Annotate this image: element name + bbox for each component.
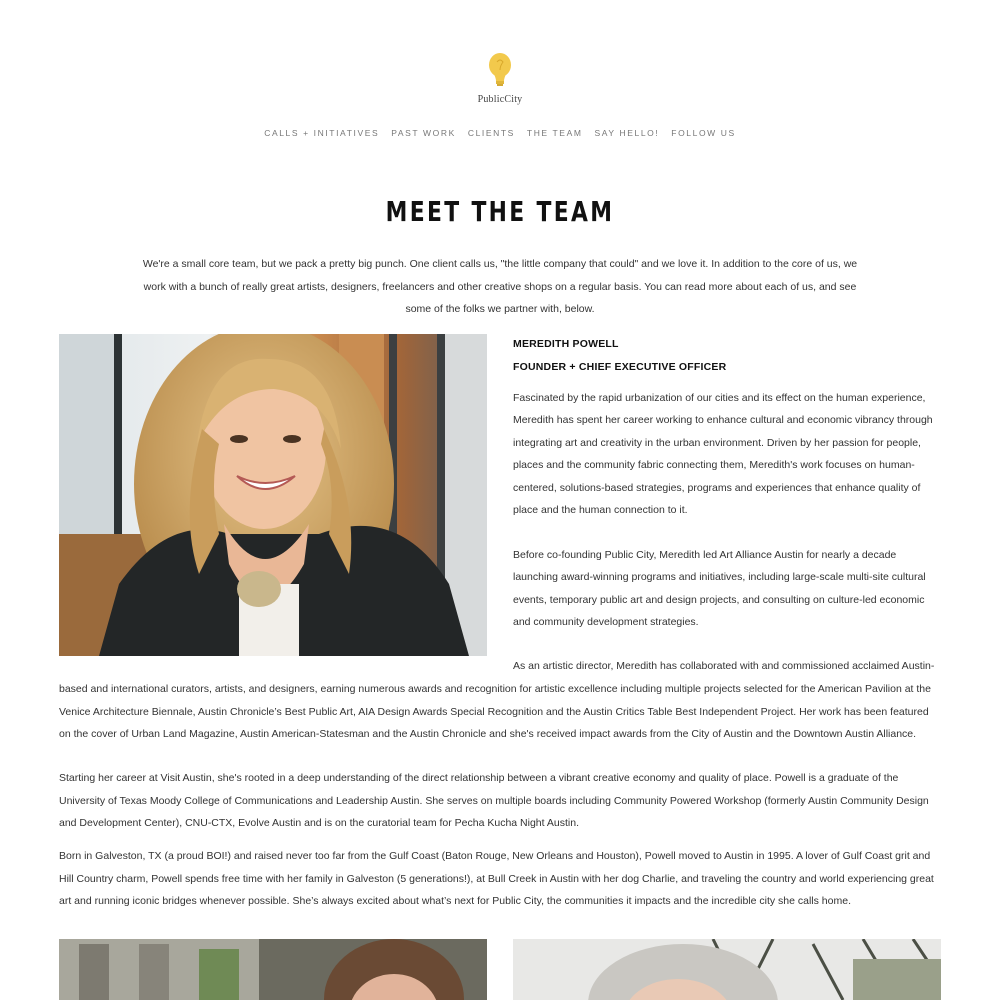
- nav-item-follow-us[interactable]: FOLLOW US: [671, 128, 736, 138]
- team-member-role: FOUNDER + CHIEF EXECUTIVE OFFICER: [513, 361, 727, 373]
- main-nav: [0, 128, 1000, 138]
- site-logo[interactable]: [470, 52, 530, 112]
- bio-paragraph-5: Born in Galveston, TX (a proud BOI!) and raised never too far from the Gulf Coast (Baton Rouge, New Orleans and Houston), Powell moved to Austin in 1995. A lover of Gulf Coast grit and Hill Country charm, Powell spends free time with her family in Galveston (5 generations!), at Bull Creek in Austin with her dog Charlie, and traveling the country and world experiencing great art and running iconic bridges whenever possible. She’s always excited about what’s next for Public City, the communities it impacts and the incredible city she calls home.: [59, 850, 934, 908]
- team-photo-2: [59, 939, 487, 1000]
- lightbulb-icon: [487, 52, 513, 92]
- nav-item-say-hello[interactable]: SAY HELLO!: [594, 128, 660, 138]
- bio-paragraph-3-first-line: As an artistic director, Meredith has collaborated with and commissioned acclaimed Austin-: [513, 660, 935, 672]
- nav-item-calls-initiatives[interactable]: CALLS + INITIATIVES: [264, 128, 380, 138]
- team-member-name: MEREDITH POWELL: [513, 338, 619, 350]
- logo-text: PublicCity: [477, 94, 523, 105]
- nav-item-past-work[interactable]: PAST WORK: [391, 128, 456, 138]
- profile-photo-meredith: [59, 334, 487, 656]
- bio-paragraph-3: based and international curators, artists, and designers, earning numerous awards and recognition for artistic excellence including multiple projects selected for the American Pavilion at the Venice Architecture Biennale, Austin Chronicle’s Best Public Art, AIA Design Awards Special Recognition and the Austin Critics Table Best Independent Project. Her work has been featured on the cover of Urban Land Magazine, Austin American-Statesman and the Austin Chronicle and she's received impact awards from the City of Austin and the Downtown Austin Alliance.: [59, 683, 931, 741]
- intro-text: We're a small core team, but we pack a pretty big punch. One client calls us, "the little company that could" and we love it. In addition to the core of us, we work with a bunch of really great artists, designers, freelancers and other creative shops on a regular basis. You can read more about each of us, and see some of the folks we partner with, below.: [142, 258, 858, 316]
- bio-paragraph-1: Fascinated by the rapid urbanization of our cities and its effect on the human experience, Meredith has spent her career working to enhance cultural and economic vibrancy through integrating art and creativity in the urban environment. Driven by her passion for people, places and the community fabric connecting them, Meredith's work focuses on human-centered, solutions-based strategies, programs and experiences that enhance quality of place and the human connection to it.: [513, 392, 933, 517]
- nav-item-the-team[interactable]: THE TEAM: [526, 128, 583, 138]
- team-photo-3: [513, 939, 941, 1000]
- nav-item-clients[interactable]: CLIENTS: [467, 128, 515, 138]
- bio-paragraph-2: Before co-founding Public City, Meredith led Art Alliance Austin for nearly a decade launching award-winning programs and initiatives, including large-scale multi-site cultural events, temporary public art and design projects, and consulting on culture-led economic and community development strategies.: [513, 549, 926, 629]
- page-title: MEET THE TEAM: [385, 195, 615, 228]
- bio-paragraph-4: Starting her career at Visit Austin, she's rooted in a deep understanding of the direct relationship between a vibrant creative economy and quality of place. Powell is a graduate of the University of Texas Moody College of Communications and Leadership Austin. She serves on multiple boards including Community Powered Workshop (formerly Austin Community Design and Development Center), CNU-CTX, Evolve Austin and is on the curatorial team for Pecha Kucha Night Austin.: [59, 772, 929, 830]
